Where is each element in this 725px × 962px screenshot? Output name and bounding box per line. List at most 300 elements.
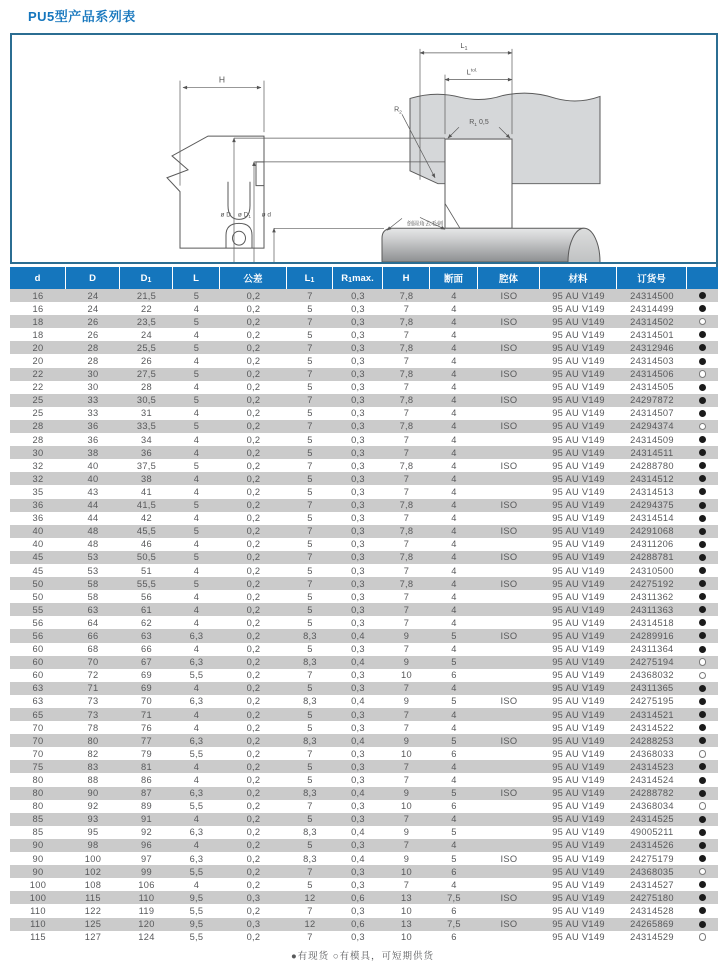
table-cell: 0,3 (351, 290, 365, 301)
table-cell: 9 (403, 827, 410, 838)
table-cell: 0,3 (351, 775, 365, 786)
in-stock-dot (699, 397, 706, 404)
table-cell: 24314499 (630, 303, 674, 314)
table-cell: ISO (500, 696, 518, 707)
table-cell: 24275195 (630, 696, 674, 707)
table-cell: 49005211 (630, 827, 674, 838)
table-cell: ISO (500, 788, 518, 799)
table-cell: 40 (32, 526, 44, 537)
table-cell: 0,3 (351, 905, 365, 916)
table-cell: 0,3 (351, 303, 365, 314)
table-cell: 18 (32, 316, 44, 327)
table-cell: 4 (451, 513, 457, 524)
table-cell: 24314524 (630, 775, 674, 786)
table-cell: 88 (87, 775, 99, 786)
table-cell: 95 AU V149 (552, 892, 605, 903)
table-cell (478, 721, 540, 734)
stock-cell (687, 603, 718, 616)
table-cell (478, 669, 540, 682)
table-cell: 7 (307, 290, 313, 301)
table-cell: 0,3 (351, 486, 365, 497)
table-cell: 6,3 (189, 735, 204, 746)
table-cell: 69 (141, 683, 152, 694)
table-cell: 36 (141, 447, 152, 458)
table-cell: 95 AU V149 (552, 761, 605, 772)
table-cell: 5 (193, 500, 200, 511)
table-cell: 110 (138, 892, 155, 903)
in-stock-dot (699, 331, 706, 338)
table-cell: 0,3 (351, 460, 365, 471)
table-cell: 5 (451, 657, 457, 668)
table-cell: 0,2 (246, 382, 261, 393)
table-cell: 13 (401, 919, 412, 930)
table-cell: 0,2 (246, 748, 261, 759)
table-row (10, 931, 718, 944)
table-cell: 0,3 (351, 526, 365, 537)
table-cell: 4 (193, 644, 200, 655)
table-cell: 33 (87, 408, 99, 419)
table-cell (478, 538, 540, 551)
table-cell: 42 (141, 513, 152, 524)
table-cell: 7 (403, 356, 410, 367)
table-cell: 100 (29, 879, 47, 890)
table-cell: 0,3 (351, 866, 365, 877)
table-cell (478, 643, 540, 656)
table-cell: 95 AU V149 (552, 460, 605, 471)
stock-cell (687, 800, 718, 813)
table-cell: 24314505 (630, 382, 674, 393)
table-cell: 24275179 (630, 853, 674, 864)
table-cell: 0,3 (351, 356, 365, 367)
table-cell: 24297872 (630, 395, 674, 406)
table-row (10, 315, 718, 328)
table-cell: 45 (32, 565, 44, 576)
table-row (10, 695, 718, 708)
in-stock-dot (699, 384, 706, 391)
table-cell: 8,3 (303, 827, 317, 838)
table-cell: 30,5 (136, 395, 157, 406)
table-cell: 7 (403, 434, 410, 445)
table-cell: 4 (193, 447, 200, 458)
table-cell: 24368032 (630, 670, 674, 681)
mold-available-dot (699, 318, 707, 326)
table-cell: 32 (32, 473, 44, 484)
table-cell: 10 (401, 932, 412, 943)
table-row (10, 590, 718, 603)
table-row (10, 499, 718, 512)
in-stock-dot (699, 410, 706, 417)
table-cell: 95 AU V149 (552, 356, 605, 367)
table-cell: 4 (451, 552, 457, 563)
mold-available-dot (699, 868, 707, 876)
table-cell: 7 (403, 604, 410, 615)
table-cell: 45,5 (136, 526, 157, 537)
table-cell: 95 AU V149 (552, 552, 605, 563)
table-cell: 95 AU V149 (552, 408, 605, 419)
table-cell: 67 (141, 657, 152, 668)
table-cell: 44 (87, 513, 99, 524)
table-cell: 110 (30, 919, 46, 930)
table-cell: 4 (451, 761, 457, 772)
table-cell: 4 (193, 329, 200, 340)
table-row (10, 394, 718, 407)
table-cell (478, 485, 540, 498)
table-row (10, 341, 718, 354)
table-cell: 28 (141, 382, 152, 393)
table-cell: 7 (307, 552, 313, 563)
table-cell: 7 (307, 748, 313, 759)
table-cell: 7 (403, 447, 410, 458)
table-row (10, 891, 718, 904)
table-cell: 95 AU V149 (552, 513, 605, 524)
table-cell: 65 (32, 709, 44, 720)
table-cell: ISO (500, 578, 518, 589)
table-cell: 95 AU V149 (552, 840, 605, 851)
table-cell: 24314521 (630, 709, 674, 720)
table-cell: 7 (403, 565, 410, 576)
stock-cell (687, 773, 718, 786)
table-cell: 95 AU V149 (552, 486, 605, 497)
table-cell: 9 (403, 788, 410, 799)
table-cell: 0,2 (246, 591, 261, 602)
table-cell: 7 (307, 460, 313, 471)
in-stock-dot (699, 606, 706, 613)
table-cell: 56 (32, 630, 44, 641)
mold-available-dot (699, 423, 707, 431)
table-cell: 66 (141, 644, 152, 655)
table-cell: 24288780 (630, 460, 674, 471)
product-series-table (10, 267, 718, 944)
table-cell: 0,3 (351, 670, 365, 681)
table-cell: 7 (403, 709, 410, 720)
table-cell: 5 (307, 329, 313, 340)
table-cell: 24265869 (630, 919, 674, 930)
stock-cell (687, 813, 718, 826)
table-cell: 5 (307, 382, 313, 393)
table-cell: 0,2 (246, 905, 261, 916)
table-cell: 7,8 (399, 290, 414, 301)
table-cell: 4 (451, 840, 457, 851)
table-cell: ISO (500, 500, 518, 511)
table-cell: 5 (451, 853, 457, 864)
table-cell: 24288253 (630, 735, 674, 746)
table-cell: 0,2 (246, 342, 261, 353)
table-cell: ISO (500, 316, 518, 327)
table-cell: 28 (32, 421, 44, 432)
table-cell: 97 (141, 853, 152, 864)
table-cell: 9 (403, 696, 410, 707)
table-cell: 7 (403, 879, 410, 890)
table-cell: 0,3 (351, 421, 365, 432)
table-cell: 95 AU V149 (552, 696, 605, 707)
table-cell: 8,3 (303, 788, 317, 799)
stock-cell (687, 708, 718, 721)
table-cell: 90 (32, 840, 44, 851)
dim-label-dia-d: ø d (261, 211, 271, 219)
table-cell: 36 (32, 513, 44, 524)
in-stock-dot (699, 724, 706, 731)
table-cell: 0,2 (246, 866, 261, 877)
table-cell: 95 AU V149 (552, 683, 605, 694)
table-cell: 7 (403, 539, 410, 550)
table-cell: 0,2 (246, 460, 261, 471)
table-cell: 95 AU V149 (552, 775, 605, 786)
in-stock-dot (699, 777, 706, 784)
table-row (10, 918, 718, 931)
table-row (10, 381, 718, 394)
table-cell: 95 AU V149 (552, 316, 605, 327)
table-cell: 7 (403, 591, 410, 602)
table-cell: 78 (87, 722, 99, 733)
stock-cell (687, 760, 718, 773)
table-cell: 95 AU V149 (552, 342, 605, 353)
table-cell: 71 (141, 709, 152, 720)
table-cell: 4 (451, 290, 457, 301)
table-cell: 24314512 (630, 473, 674, 484)
in-stock-dot (699, 921, 706, 928)
table-cell: 25 (32, 408, 44, 419)
table-cell: 7,8 (399, 395, 414, 406)
stock-cell (687, 747, 718, 760)
table-cell: 7 (403, 644, 410, 655)
table-cell: 0,4 (351, 630, 365, 641)
table-cell: 60 (32, 670, 44, 681)
table-cell: 110 (30, 905, 46, 916)
dim-label-R2: $R_2$ (394, 106, 402, 116)
table-cell: 24314507 (630, 408, 674, 419)
table-row (10, 629, 718, 642)
table-cell: 5 (307, 434, 313, 445)
table-row (10, 787, 718, 800)
stock-cell (687, 315, 718, 328)
table-cell: 0,2 (246, 447, 261, 458)
table-cell: 7,8 (399, 421, 414, 432)
table-cell: 7 (403, 408, 410, 419)
in-stock-dot (699, 449, 706, 456)
table-cell: 21,5 (136, 290, 157, 301)
table-cell: 37,5 (136, 460, 157, 471)
table-cell: 24368033 (630, 748, 674, 759)
table-cell: ISO (500, 342, 518, 353)
stock-cell (687, 616, 718, 629)
table-cell: 7 (307, 395, 313, 406)
table-cell: 4 (451, 617, 457, 628)
table-cell: 95 (87, 827, 99, 838)
stock-cell (687, 721, 718, 734)
stock-cell (687, 459, 718, 472)
table-cell: 115 (85, 892, 101, 903)
table-cell: 36 (87, 421, 99, 432)
table-cell: 60 (32, 644, 44, 655)
table-cell: ISO (500, 919, 518, 930)
table-cell: 0,2 (246, 814, 261, 825)
table-cell: 25,5 (136, 342, 157, 353)
table-cell (478, 590, 540, 603)
table-cell: 100 (29, 892, 47, 903)
table-cell: 4 (451, 775, 457, 786)
deburr-note: 倒圆角去毛刺 (407, 221, 443, 228)
column-header: D (66, 267, 120, 289)
table-cell: 4 (193, 722, 200, 733)
table-cell: 10 (401, 905, 412, 916)
table-cell: 0,2 (246, 486, 261, 497)
stock-cell (687, 931, 718, 944)
table-cell: 108 (84, 879, 102, 890)
stock-cell (687, 852, 718, 865)
table-cell: 106 (138, 879, 155, 890)
table-cell: 0,2 (246, 395, 261, 406)
table-cell: 0,3 (351, 395, 365, 406)
table-cell: 56 (32, 617, 44, 628)
table-row (10, 577, 718, 590)
table-cell: ISO (500, 369, 518, 380)
table-cell: 90 (32, 866, 44, 877)
table-cell: 5 (193, 421, 200, 432)
column-header: D $_1$ (120, 267, 173, 289)
table-row (10, 708, 718, 721)
table-row (10, 328, 718, 341)
table-cell: 76 (141, 722, 152, 733)
table-row (10, 773, 718, 786)
table-cell: 4 (193, 565, 200, 576)
table-cell: 90 (87, 788, 99, 799)
table-cell: ISO (500, 290, 518, 301)
table-row (10, 800, 718, 813)
table-cell: 120 (138, 919, 155, 930)
table-cell: 32 (32, 460, 44, 471)
table-row (10, 813, 718, 826)
stock-cell (687, 433, 718, 446)
table-cell: 22 (32, 369, 44, 380)
in-stock-dot (699, 790, 706, 797)
table-cell: 7 (403, 382, 410, 393)
table-cell: 7,8 (399, 460, 414, 471)
table-cell: 12 (304, 892, 316, 903)
table-cell: 35 (32, 486, 44, 497)
table-cell: 10 (401, 801, 412, 812)
table-cell: 24294375 (630, 500, 674, 511)
table-cell (478, 747, 540, 760)
table-cell: 0,3 (351, 801, 365, 812)
table-cell: 7 (307, 578, 313, 589)
table-cell: 24291068 (630, 526, 674, 537)
table-cell: 7 (307, 932, 313, 943)
column-header: L (173, 267, 220, 289)
table-cell: 5 (193, 316, 200, 327)
stock-cell (687, 787, 718, 800)
table-cell: 20 (32, 342, 44, 353)
table-cell: 0,2 (246, 329, 261, 340)
table-cell: 73 (87, 696, 99, 707)
table-cell: 34 (141, 434, 152, 445)
table-cell: 95 AU V149 (552, 657, 605, 668)
table-cell: 33,5 (136, 421, 157, 432)
table-row (10, 904, 718, 917)
table-cell: 98 (87, 840, 99, 851)
table-cell: 4 (451, 500, 457, 511)
table-cell: 24314509 (630, 434, 674, 445)
table-cell: 4 (451, 879, 457, 890)
table-cell: 5 (307, 303, 313, 314)
table-cell: 95 AU V149 (552, 369, 605, 380)
table-cell: 7,8 (399, 369, 414, 380)
stock-legend-footnote: ●有现货 ○有模具，可短期供货 (290, 951, 435, 962)
table-cell: 0,3 (351, 369, 365, 380)
table-cell: 18 (32, 329, 44, 340)
table-cell: 5 (193, 552, 200, 563)
in-stock-dot (699, 502, 706, 509)
stock-cell (687, 394, 718, 407)
table-cell: 8,3 (303, 657, 317, 668)
stock-cell (687, 289, 718, 302)
table-cell: 0,2 (246, 696, 261, 707)
table-cell: 92 (87, 801, 99, 812)
table-row (10, 656, 718, 669)
table-cell: 4 (193, 382, 200, 393)
table-cell: 0,2 (246, 709, 261, 720)
in-stock-dot (699, 711, 706, 718)
table-cell: 95 AU V149 (552, 801, 605, 812)
in-stock-dot (699, 698, 706, 705)
table-cell: 7,8 (399, 526, 414, 537)
table-cell: 6,3 (189, 696, 204, 707)
table-cell (478, 354, 540, 367)
table-row (10, 760, 718, 773)
table-cell: 95 AU V149 (552, 500, 605, 511)
table-cell: 5 (193, 369, 200, 380)
in-stock-dot (699, 292, 706, 299)
table-cell: 7 (307, 342, 313, 353)
table-cell: 7 (403, 617, 410, 628)
table-cell: 0,2 (246, 617, 261, 628)
dim-label-H: H (218, 74, 226, 85)
table-row (10, 852, 718, 865)
technical-diagram-box (10, 33, 718, 264)
table-cell (478, 760, 540, 773)
table-cell: 24314525 (630, 814, 674, 825)
table-cell: 4 (193, 761, 200, 772)
in-stock-dot (699, 685, 706, 692)
table-cell (478, 328, 540, 341)
table-cell: 9 (403, 735, 410, 746)
table-cell: ISO (500, 421, 518, 432)
table-cell: 6 (451, 905, 457, 916)
table-cell: 5,5 (189, 670, 204, 681)
table-cell: 93 (87, 814, 99, 825)
table-cell: 124 (138, 932, 155, 943)
table-cell (478, 800, 540, 813)
stock-cell (687, 446, 718, 459)
table-cell: 4 (193, 604, 200, 615)
in-stock-dot (699, 619, 706, 626)
table-cell: 5 (307, 356, 313, 367)
table-cell: 23,5 (136, 316, 157, 327)
in-stock-dot (699, 855, 706, 862)
table-cell: ISO (500, 853, 518, 864)
installation-drawing (218, 40, 600, 262)
table-cell: 53 (87, 565, 99, 576)
stock-cell (687, 643, 718, 656)
table-cell: 63 (32, 683, 44, 694)
table-cell: 0,3 (351, 683, 365, 694)
column-header: L $_1$ (287, 267, 333, 289)
table-cell (478, 381, 540, 394)
table-cell: 91 (141, 814, 152, 825)
table-cell: 0,3 (246, 919, 261, 930)
table-cell: 0,2 (246, 526, 261, 537)
table-cell (478, 878, 540, 891)
table-cell: 4 (451, 303, 457, 314)
